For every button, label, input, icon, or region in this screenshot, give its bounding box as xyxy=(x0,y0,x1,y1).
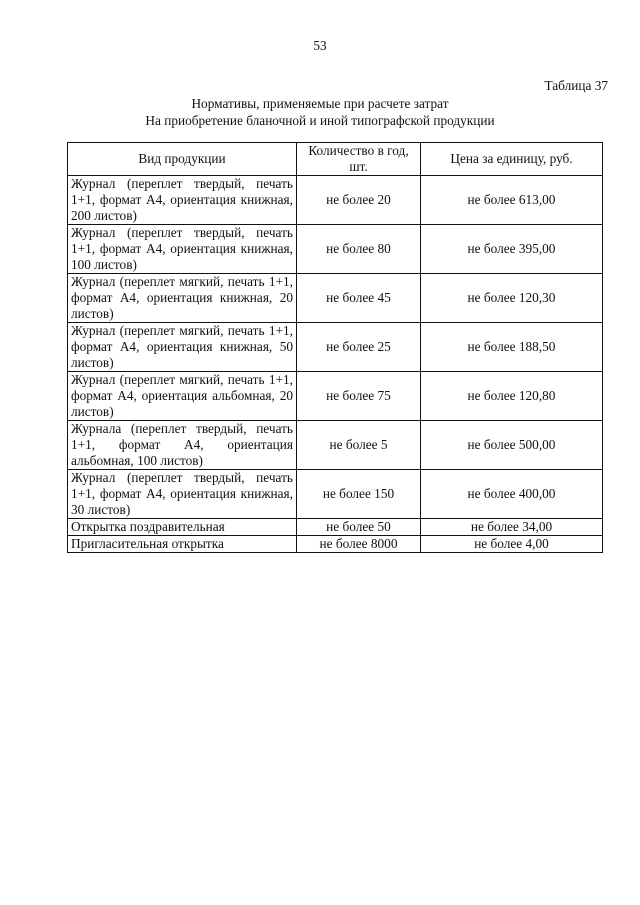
table-row xyxy=(68,519,603,536)
header-price: Цена за единицу, руб. xyxy=(421,143,603,176)
price-cell: не более 120,80 xyxy=(421,372,603,421)
quantity-cell: не более 75 xyxy=(297,372,421,421)
table-title xyxy=(0,95,640,129)
price-cell: не более 188,50 xyxy=(421,323,603,372)
table-row xyxy=(68,274,603,323)
table-row xyxy=(68,421,603,470)
norms-table xyxy=(67,142,603,553)
product-name: Открытка поздравительная xyxy=(68,519,297,536)
header-quantity: Количество в год, шт. xyxy=(297,143,421,176)
quantity-cell: не более 8000 xyxy=(297,536,421,553)
quantity-cell: не более 20 xyxy=(297,176,421,225)
quantity-cell: не более 50 xyxy=(297,519,421,536)
quantity-cell: не более 5 xyxy=(297,421,421,470)
price-cell: не более 395,00 xyxy=(421,225,603,274)
quantity-cell: не более 80 xyxy=(297,225,421,274)
table-header-row xyxy=(68,143,603,176)
quantity-cell: не более 45 xyxy=(297,274,421,323)
product-name: Журнал (переплет твердый, печать 1+1, формат А4, ориентация книжная, 30 листов) xyxy=(68,470,297,519)
product-name: Журнала (переплет твердый, печать 1+1, формат А4, ориентация альбомная, 100 листов) xyxy=(68,421,297,470)
product-name: Пригласительная открытка xyxy=(68,536,297,553)
table-row xyxy=(68,176,603,225)
quantity-cell: не более 150 xyxy=(297,470,421,519)
table-row xyxy=(68,536,603,553)
product-name: Журнал (переплет мягкий, печать 1+1, формат А4, ориентация альбомная, 20 листов) xyxy=(68,372,297,421)
table-label: Таблица 37 xyxy=(544,78,608,93)
product-name: Журнал (переплет твердый, печать 1+1, формат А4, ориентация книжная, 100 листов) xyxy=(68,225,297,274)
page-number: 53 xyxy=(313,38,327,53)
price-cell: не более 400,00 xyxy=(421,470,603,519)
quantity-cell: не более 25 xyxy=(297,323,421,372)
table-row xyxy=(68,323,603,372)
price-cell: не более 613,00 xyxy=(421,176,603,225)
product-name: Журнал (переплет твердый, печать 1+1, формат А4, ориентация книжная, 200 листов) xyxy=(68,176,297,225)
price-cell: не более 120,30 xyxy=(421,274,603,323)
table-row xyxy=(68,372,603,421)
price-cell: не более 4,00 xyxy=(421,536,603,553)
table-row xyxy=(68,225,603,274)
product-name: Журнал (переплет мягкий, печать 1+1, формат А4, ориентация книжная, 50 листов) xyxy=(68,323,297,372)
table-row xyxy=(68,470,603,519)
header-product: Вид продукции xyxy=(68,143,297,176)
title-line-2: На приобретение бланочной и иной типографской продукции xyxy=(145,113,495,128)
product-name: Журнал (переплет мягкий, печать 1+1, формат А4, ориентация книжная, 20 листов) xyxy=(68,274,297,323)
price-cell: не более 34,00 xyxy=(421,519,603,536)
price-cell: не более 500,00 xyxy=(421,421,603,470)
title-line-1: Нормативы, применяемые при расчете затрат xyxy=(191,96,449,111)
